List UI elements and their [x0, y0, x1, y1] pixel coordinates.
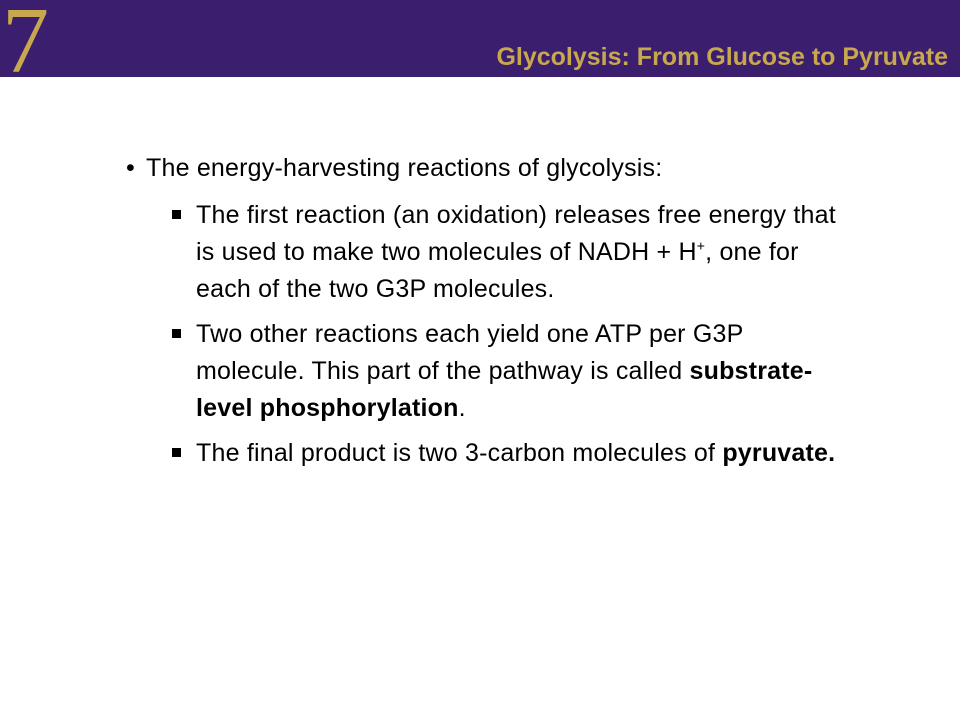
sub-bullet-oxidation: [126, 197, 856, 308]
sub-bullet-text: Two other reactions each yield one ATP per G3P molecule. This part of the pathway is called: [196, 320, 744, 385]
sub-bullet-list: [126, 197, 856, 472]
bold-term-pyruvate: pyruvate.: [722, 439, 836, 467]
sub-bullet-final-product: [126, 435, 856, 472]
square-bullet-icon: [172, 329, 181, 338]
slide-content: [126, 150, 856, 480]
square-bullet-icon: [172, 210, 181, 219]
slide-title: Glycolysis: From Glucose to Pyruvate: [496, 43, 948, 71]
sub-bullet-text: The final product is two 3-carbon molecules of: [196, 439, 723, 467]
sub-bullet-text-end: , one for each of the two G3P molecules.: [196, 238, 799, 303]
header-bar: [0, 0, 960, 93]
bold-term-substrate-level-phosphorylation: substrate-level phosphorylation: [196, 357, 813, 422]
main-bullet: [126, 150, 856, 187]
main-bullet-text: The energy-harvesting reactions of glycolysis:: [146, 154, 663, 182]
superscript-plus: +: [696, 237, 706, 254]
sub-bullet-atp: [126, 316, 856, 427]
chapter-number: 7: [2, 0, 49, 93]
sub-bullet-text-end: .: [458, 394, 466, 422]
square-bullet-icon: [172, 448, 181, 457]
bullet-marker: •: [126, 154, 135, 182]
sub-bullet-text: The first reaction (an oxidation) releases free energy that is used to make two molecules of NADH + H: [196, 201, 836, 266]
